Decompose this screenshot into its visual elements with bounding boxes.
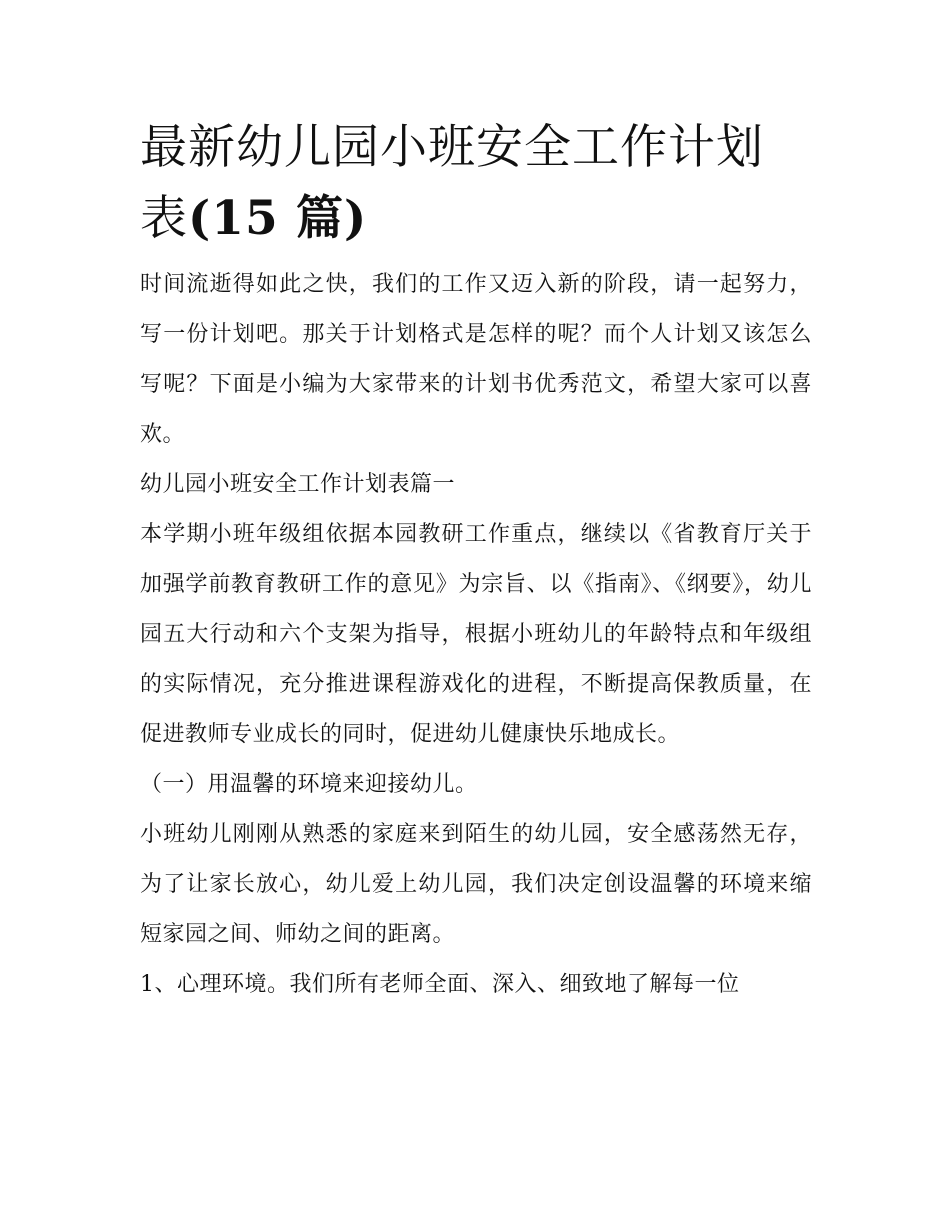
document-content xyxy=(140,112,812,1010)
body-paragraph: 小班幼儿刚刚从熟悉的家庭来到陌生的幼儿园，安全感荡然无存，为了让家长放心，幼儿爱上幼儿园，我们决定创设温馨的环境来缩短家园之间、师幼之间的距离。 xyxy=(140,822,812,947)
body-paragraph: 本学期小班年级组依据本园教研工作重点，继续以《省教育厅关于加强学前教育教研工作的意见》为宗旨、以《指南》、《纲要》，幼儿园五大行动和六个支架为指导，根据小班幼儿的年龄特点和年级组的实际情况，充分推进课程游戏化的进程，不断提高保教质量，在促进教师专业成长的同时，促进幼儿健康快乐地成长。 xyxy=(140,522,812,747)
intro-paragraph: 时间流逝得如此之快，我们的工作又迈入新的阶段，请一起努力，写一份计划吧。那关于计划格式是怎样的呢？而个人计划又该怎么写呢？下面是小编为大家带来的计划书优秀范文，希望大家可以喜欢。 xyxy=(140,272,812,447)
section-heading: 幼儿园小班安全工作计划表篇一 xyxy=(140,472,456,497)
title-line-2-suffix: (15 篇) xyxy=(188,191,368,246)
list-item-paragraph: 1、心理环境。我们所有老师全面、深入、细致地了解每一位 xyxy=(140,972,740,997)
subsection-heading: （一）用温馨的环境来迎接幼儿。 xyxy=(140,772,478,797)
title-line-2-prefix: 表 xyxy=(140,191,188,246)
document-body xyxy=(140,260,812,1010)
document-title xyxy=(140,112,812,254)
title-line-1: 最新幼儿园小班安全工作计划 xyxy=(140,120,764,175)
